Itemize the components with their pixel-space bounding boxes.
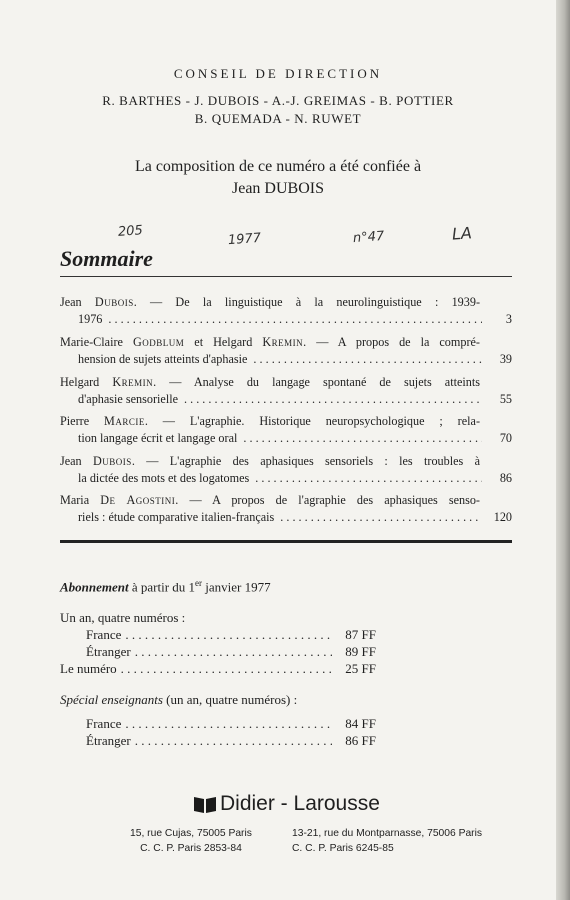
price-row: Le numéro . . . 25 FF <box>60 661 376 677</box>
toc-entry: Helgard Kremin. — Analyse du langage spontané de sujets atteints d'aphasie sensorielle . . . 55 <box>60 374 512 408</box>
council-members-line2: B. QUEMADA - N. RUWET <box>194 111 362 126</box>
price-row: Étranger . . . 89 FF <box>86 644 376 660</box>
page-edge-shadow <box>556 0 570 900</box>
page-number: 39 <box>499 352 512 366</box>
page-number: 3 <box>505 312 512 326</box>
publisher-address-left: 15, rue Cujas, 75005 Paris C. C. P. Paris 2853-84 <box>130 828 252 854</box>
composition-line1: La composition de ce numéro a été confiée à <box>134 158 422 175</box>
toc-entry: Marie-Claire Godblum et Helgard Kremin. — A propos de la compré- hension de sujets atteints d'aphasie . . . 39 <box>60 334 512 368</box>
price-row: France . . . 87 FF <box>86 627 376 643</box>
handwritten-note: n°47 <box>352 228 385 247</box>
publisher-address-right: 13-21, rue du Montparnasse, 75006 Paris C. C. P. Paris 6245-85 <box>292 828 483 854</box>
top-divider <box>60 276 512 277</box>
publisher-name: Didier - Larousse <box>220 792 380 815</box>
publisher-logo <box>193 792 380 816</box>
toc-entry: Jean Dubois. — De la linguistique à la neurolinguistique : 1939- 1976 . . . 3 <box>60 294 512 328</box>
price-row: France . . . 84 FF <box>86 716 376 732</box>
handwritten-note: LA <box>451 223 473 244</box>
sommaire-title: Sommaire <box>60 246 153 271</box>
toc-entry: Maria De Agostini. — A propos de l'agraphie des aphasiques senso- riels : étude comparative italien-français . . . 120 <box>60 492 512 526</box>
handwritten-note: 205 <box>117 223 144 240</box>
toc-entry: Jean Dubois. — L'agraphie des aphasiques sensoriels : les troubles à la dictée des mots et des logatomes . . . 86 <box>60 453 512 487</box>
page-number: 70 <box>499 431 512 445</box>
abonnement-heading: Abonnement à partir du 1er janvier 1977 <box>60 578 271 595</box>
subscription-group-title: Un an, quatre numéros : <box>60 610 186 625</box>
council-members-line1: R. BARTHES - J. DUBOIS - A.-J. GREIMAS - B. POTTIER <box>102 93 454 108</box>
council-title: CONSEIL DE DIRECTION <box>173 66 383 81</box>
composition-line2: Jean DUBOIS <box>232 180 324 197</box>
handwritten-note: 1977 <box>227 230 262 249</box>
special-subscription-title: Spécial enseignants (un an, quatre numéros) : <box>60 692 298 707</box>
bottom-divider <box>60 540 512 543</box>
page-number: 120 <box>493 510 512 524</box>
book-icon <box>193 794 217 814</box>
page-number: 55 <box>499 392 512 406</box>
toc-entry: Pierre Marcie. — L'agraphie. Historique neuropsychologique ; rela- tion langage écrit et langage oral . . . 70 <box>60 413 512 447</box>
price-row: Étranger . . . 86 FF <box>86 733 376 749</box>
page-number: 86 <box>499 471 512 485</box>
